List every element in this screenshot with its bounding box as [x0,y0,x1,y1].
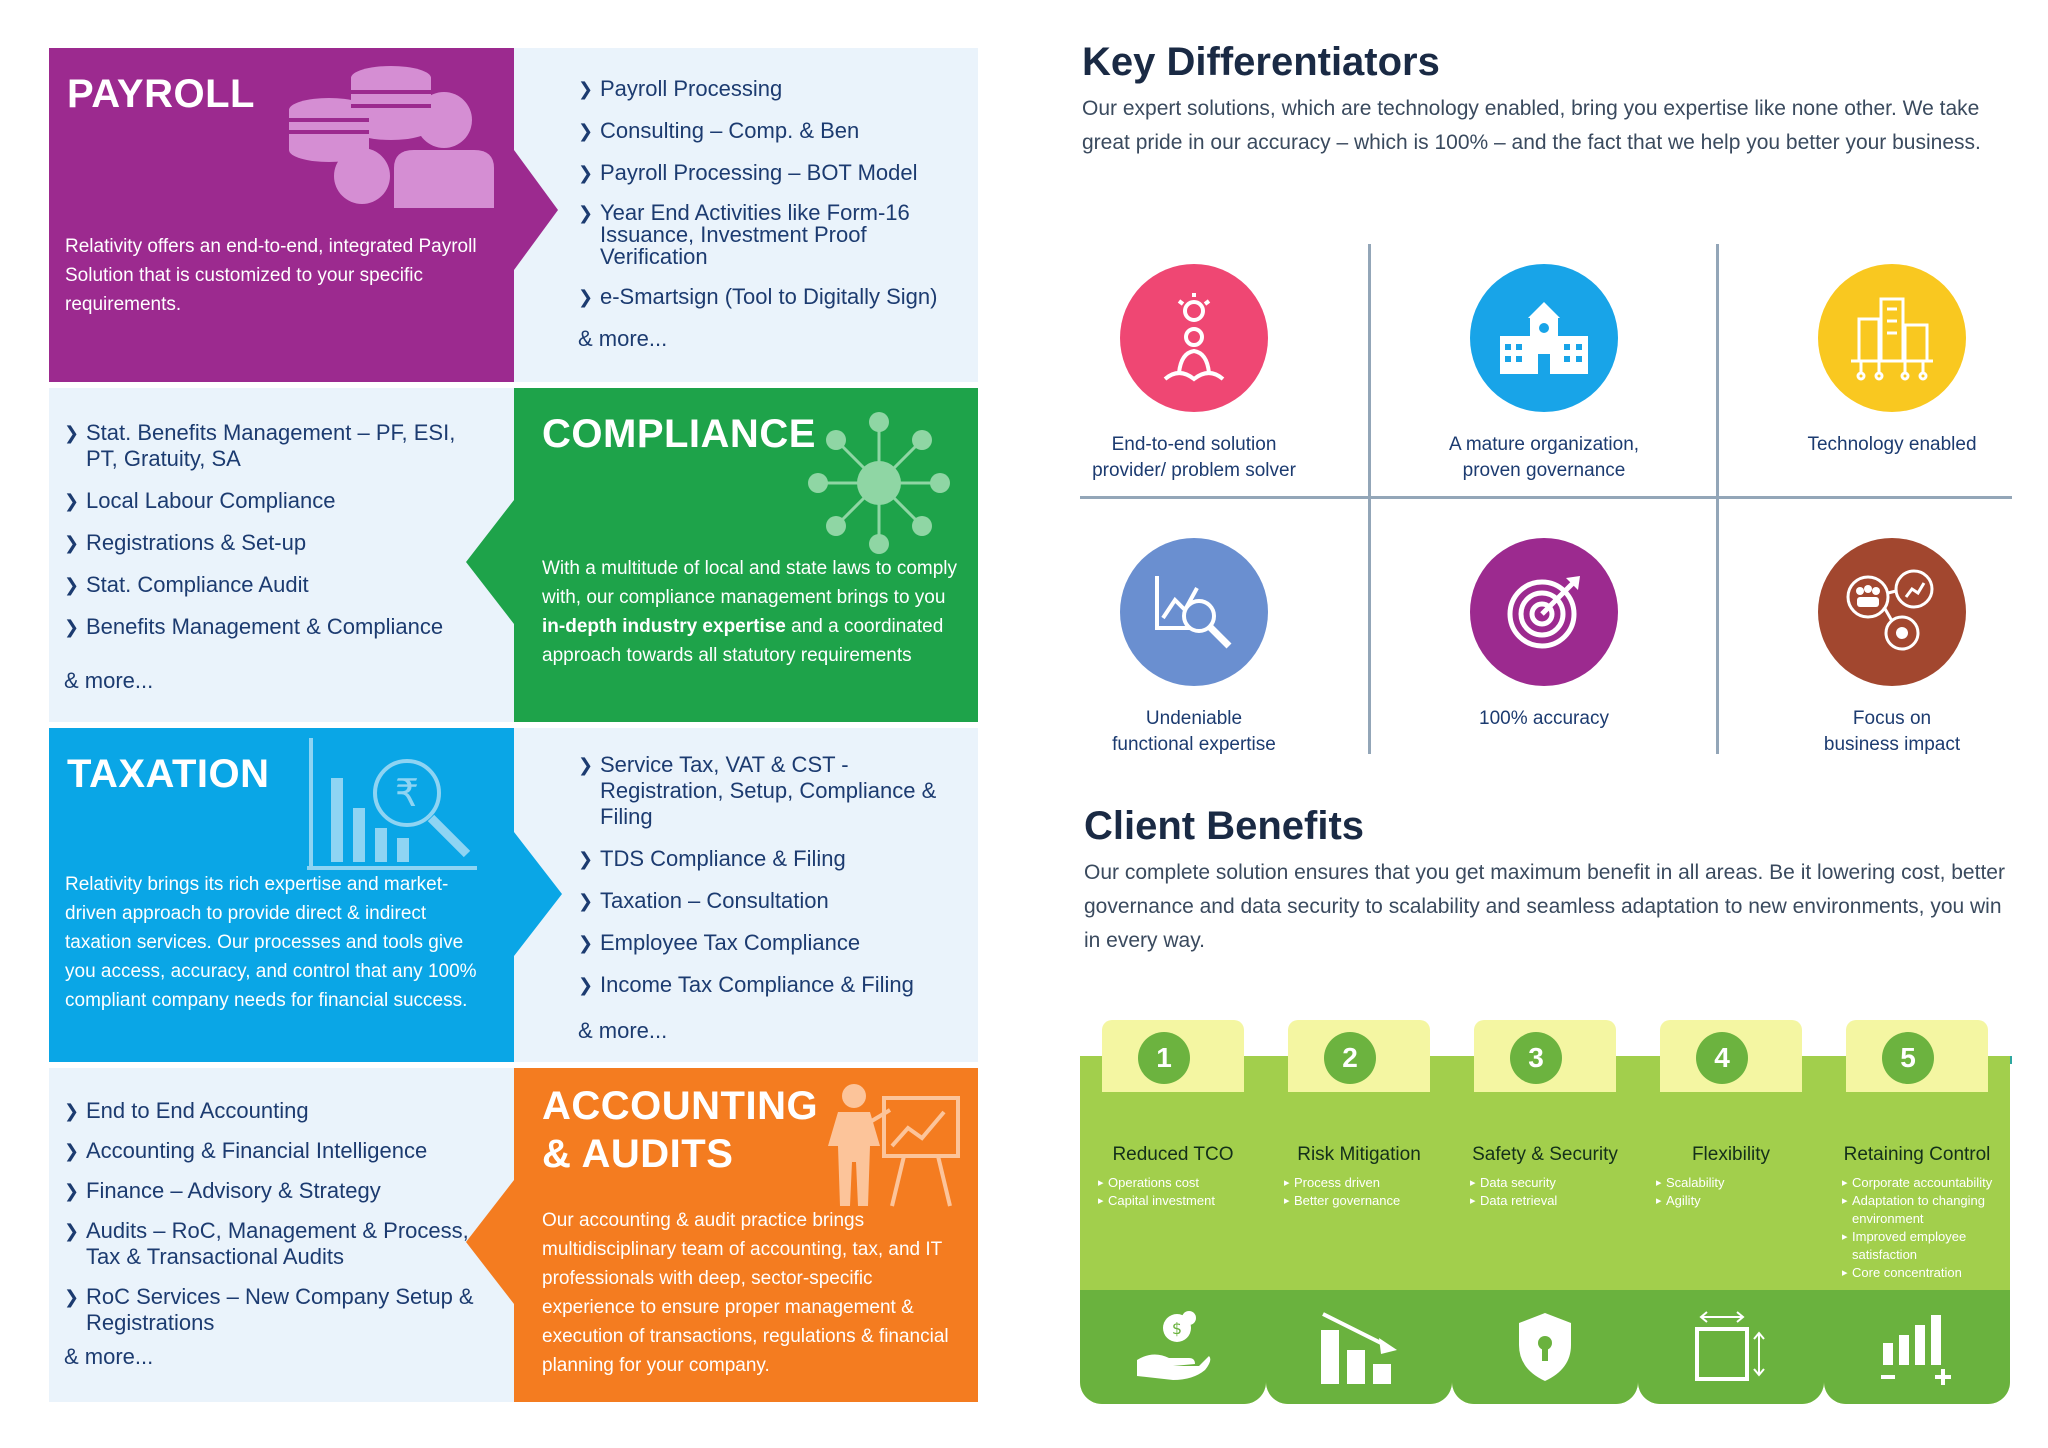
list-item[interactable]: ❯ Consulting – Comp. & Ben [578,118,968,144]
list-item: ▸ Data security [1470,1174,1630,1192]
benefit-reduced-tco [1080,1020,1266,1404]
grid-line-vertical-1 [1368,244,1371,754]
bars-plus-minus-icon [1875,1309,1959,1385]
city-network-icon [1847,295,1937,381]
list-item[interactable]: ❯ Payroll Processing – BOT Model [578,160,968,186]
accounting-more-link[interactable]: & more... [64,1344,154,1369]
differentiator-mature-organization: A mature organization, proven governance [1374,264,1714,484]
benefit-title: Flexibility [1691,1144,1771,1165]
svg-text:₹: ₹ [394,771,420,815]
list-item: ▸ Adaptation to changing environment [1842,1192,2002,1228]
payroll-block [49,48,514,382]
resize-box-icon [1691,1309,1771,1385]
benefit-title: Safety & Security [1472,1144,1618,1165]
list-item: ▸ Agility [1656,1192,1816,1210]
differentiator-functional-expertise: Undeniable functional expertise [1024,538,1364,758]
taxation-arrow [514,832,562,956]
accounting-title: ACCOUNTING & AUDITS [542,1084,819,1176]
accounting-description: Our accounting & audit practice brings multidisciplinary team of accounting, tax, and IT professionals with deep, sector-specific experience to ensure proper management & execution of transactions, regulations & financial planning for your company. [542,1210,949,1376]
benefits-intro: Our complete solution ensures that you get maximum benefit in all areas. Be it lowering cost, better governance and data security to scalability and seamless adaptation to new environments, you win in every way. [1084,861,2005,952]
differentiator-end-to-end: End-to-end solution provider/ problem solver [1024,264,1364,484]
list-item: ▸ Corporate accountability [1842,1174,2002,1192]
list-item[interactable]: ❯ Audits – RoC, Management & Process, Tax & Transactional Audits [64,1218,484,1270]
benefit-title: Risk Mitigation [1297,1144,1421,1165]
payroll-description: Relativity offers an end-to-end, integrated Payroll Solution that is customized to your specific requirements. [65,236,477,315]
benefit-points [1098,1174,1258,1210]
list-item[interactable]: ❯ Income Tax Compliance & Filing [578,972,968,998]
benefit-title: Reduced TCO [1112,1144,1234,1165]
list-item[interactable]: ❯ Finance – Advisory & Strategy [64,1178,484,1204]
list-item[interactable]: ❯ Stat. Compliance Audit [64,572,484,598]
taxation-more-link[interactable]: & more... [578,1018,668,1043]
payroll-service-list [578,76,968,326]
benefit-number: 2 [1324,1032,1376,1084]
benefit-number: 5 [1882,1032,1934,1084]
accounting-arrow [466,1180,514,1304]
list-item: ▸ Capital investment [1098,1192,1258,1210]
list-item[interactable]: ❯ Registrations & Set-up [64,530,484,556]
payroll-more-link[interactable]: & more... [578,326,668,351]
benefit-flexibility [1638,1020,1824,1404]
list-item: ▸ Core concentration [1842,1264,2002,1282]
list-item: ▸ Process driven [1284,1174,1444,1192]
list-item[interactable]: ❯ Service Tax, VAT & CST - Registration, Setup, Compliance & Filing [578,752,968,830]
list-item[interactable]: ❯ Benefits Management & Compliance [64,614,484,640]
list-item[interactable]: ❯ Accounting & Financial Intelligence [64,1138,484,1164]
leader-icon [1159,293,1229,383]
grid-line-vertical-2 [1716,244,1719,754]
differentiator-technology-enabled: Technology enabled [1722,264,2048,458]
compliance-description: With a multitude of local and state laws to comply with, our compliance management brings to you in-depth industry expertise and a coordinated approach towards all statutory requirements [542,558,958,666]
benefit-points [1842,1174,2002,1282]
payroll-arrow [514,150,558,270]
differentiators-intro: Our expert solutions, which are technology enabled, bring you expertise like none other. We take great pride in our accuracy – which is 100% – and the fact that we help you better your business. [1082,97,1981,154]
list-item[interactable]: ❯ Employee Tax Compliance [578,930,968,956]
benefit-retaining-control [1824,1020,2010,1404]
list-item[interactable]: ❯ RoC Services – New Company Setup & Registrations [64,1284,484,1336]
list-item[interactable]: ❯ Stat. Benefits Management – PF, ESI, PT, Gratuity, SA [64,420,484,472]
list-item[interactable]: ❯ Local Labour Compliance [64,488,484,514]
list-item: ▸ Data retrieval [1470,1192,1630,1210]
grid-line-horizontal [1080,496,2012,499]
benefit-number: 4 [1696,1032,1748,1084]
compliance-block [514,388,978,722]
team-growth-icon [1844,567,1940,657]
building-icon [1496,298,1592,378]
analytics-magnifier-icon [1151,572,1237,652]
benefit-points [1470,1174,1630,1210]
list-item[interactable]: ❯ Year End Activities like Form-16 Issuance, Investment Proof Verification [578,202,968,268]
list-item: ▸ Operations cost [1098,1174,1258,1192]
accounting-block [514,1068,978,1402]
taxation-title: TAXATION [67,752,270,796]
differentiators-title: Key Differentiators [1082,40,1440,84]
benefit-number: 3 [1510,1032,1562,1084]
presenter-board-icon [824,1082,964,1212]
differentiator-accuracy: 100% accuracy [1374,538,1714,732]
rupee-chart-magnifier-icon [307,738,487,878]
coins-person-icon [279,58,509,218]
money-hand-icon [1133,1310,1213,1384]
target-icon [1504,572,1584,652]
list-item[interactable]: ❯ Payroll Processing [578,76,968,102]
list-item: ▸ Improved employee satisfaction [1842,1228,2002,1264]
compliance-more-link[interactable]: & more... [64,668,154,693]
differentiator-business-impact: Focus on business impact [1722,538,2048,758]
network-hub-icon [804,408,954,558]
benefit-safety-security [1452,1020,1638,1404]
list-item[interactable]: ❯ End to End Accounting [64,1098,484,1124]
declining-bars-icon [1317,1310,1401,1384]
compliance-title: COMPLIANCE [542,412,816,456]
taxation-block [49,728,514,1062]
benefits-title: Client Benefits [1084,804,1365,848]
benefit-number: 1 [1138,1032,1190,1084]
accounting-service-list [64,1098,484,1352]
taxation-service-list [578,752,968,1014]
svg-text:$: $ [1171,1319,1183,1338]
benefit-risk-mitigation [1266,1020,1452,1404]
list-item: ▸ Scalability [1656,1174,1816,1192]
list-item: ▸ Better governance [1284,1192,1444,1210]
shield-lock-icon [1515,1311,1575,1383]
benefit-points [1284,1174,1444,1210]
compliance-arrow [466,500,514,624]
benefit-points [1656,1174,1816,1210]
benefit-title: Retaining Control [1843,1144,1991,1165]
list-item[interactable]: ❯ TDS Compliance & Filing [578,846,968,872]
compliance-service-list [64,420,484,656]
taxation-description: Relativity brings its rich expertise and market-driven approach to provide direct & indirect taxation services. Our processes and tools give you access, accuracy, and control that any 100% compliant company needs for financial success. [65,874,477,1011]
list-item[interactable]: ❯ Taxation – Consultation [578,888,968,914]
list-item[interactable]: ❯ e-Smartsign (Tool to Digitally Sign) [578,284,968,310]
payroll-title: PAYROLL [67,72,255,116]
